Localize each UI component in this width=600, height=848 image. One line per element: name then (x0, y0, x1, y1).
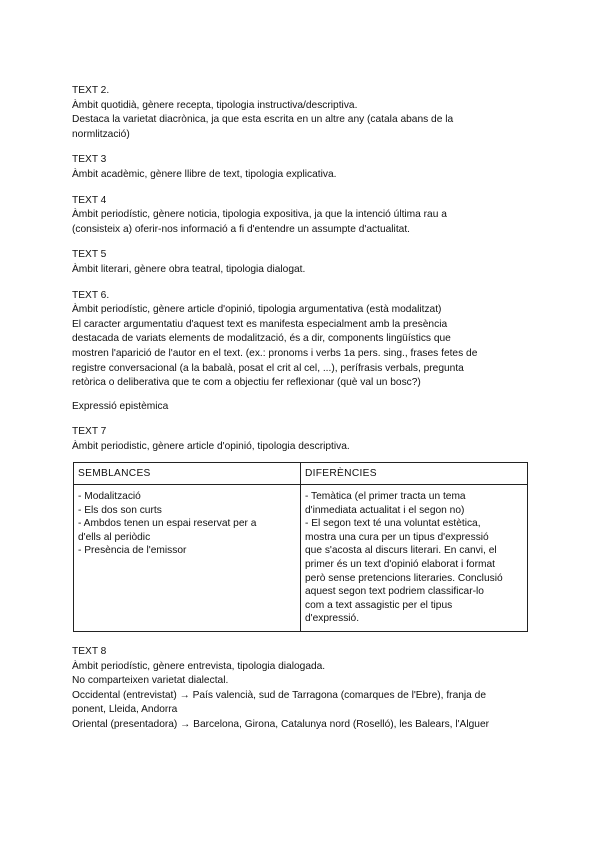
text8-line: No comparteixen varietat dialectal. (72, 675, 229, 687)
semblances-cell (74, 485, 301, 632)
text5-section (72, 248, 528, 277)
diferencia-item: - Temàtica (el primer tracta un tema (305, 491, 466, 503)
text6-line: retòrica o deliberativa que te com a objectiu fer reflexionar (què val un bosc?) (72, 377, 421, 389)
diferencia-item: d'inmediata actualitat i el segon no) (305, 504, 465, 516)
text7-title: TEXT 7 (72, 426, 107, 438)
text2-line: Àmbit quotidià, gènere recepta, tipologia instructiva/descriptiva. (72, 99, 358, 111)
text8-line: ponent, Lleida, Andorra (72, 704, 178, 716)
text2-section (72, 84, 528, 142)
text6-note: Expressió epistèmica (72, 400, 169, 412)
diferencia-item: d'expressió. (305, 613, 360, 625)
diferencia-item: mostra una cura per un tipus d'expressió (305, 531, 489, 543)
text8-title: TEXT 8 (72, 646, 107, 657)
text8-section (72, 645, 528, 733)
text6-title: TEXT 6. (72, 289, 110, 301)
text2-title: TEXT 2. (72, 85, 110, 96)
text5-title: TEXT 5 (72, 249, 107, 261)
comparison-table (73, 462, 528, 632)
text3-title: TEXT 3 (72, 154, 107, 166)
text6-line: El caracter argumentatiu d'aquest text es manifesta especialment amb la presència (72, 318, 448, 330)
semblance-item: - Modalització (78, 491, 141, 503)
text6-line: destacada de variats elements de modalització, és a dir, components lingüístics que (72, 333, 451, 345)
text4-line: Àmbit periodístic, gènere noticia, tipologia expositiva, ja que la intenció última rau a (72, 209, 447, 221)
text5-line: Àmbit literari, gènere obra teatral, tipologia dialogat. (72, 263, 306, 275)
text2-line: Destaca la varietat diacrònica, ja que esta escrita en un altre any (catala abans de la (72, 114, 454, 126)
text3-section (72, 153, 528, 182)
table-header-row (74, 463, 528, 485)
diferencia-item: primer és un text d'opinió elaborat i format (305, 559, 495, 571)
text6-section (72, 289, 528, 415)
semblance-item: d'ells al periòdic (78, 531, 151, 543)
text2-line: normlització) (72, 128, 130, 140)
diferencia-item: com a text assagistic per el tipus (305, 599, 453, 611)
spacer (72, 391, 528, 400)
text6-line: registre conversacional (a la babalà, posat el crit al cel, ...), perífrasis verbals, pregunta (72, 362, 464, 374)
text6-line: mostren l'aparició de l'autor en el text. (ex.: pronoms i verbs 1a pers. sing., frases fetes de (72, 347, 478, 359)
text8-line: Oriental (presentadora) → Barcelona, Girona, Catalunya nord (Roselló), les Balears, l'Alguer (72, 718, 490, 730)
diferencia-item: - El segon text té una voluntat estètica, (305, 518, 481, 530)
diferencies-cell (301, 485, 528, 632)
text4-line: (consisteix a) oferir-nos informació a fi d'entendre un assumpte d'actualitat. (72, 223, 410, 235)
text4-section (72, 194, 528, 238)
diferencia-item: aquest segon text podriem classificar-lo (305, 586, 484, 598)
text8-line: Àmbit periodístic, gènere entrevista, tipologia dialogada. (72, 660, 326, 672)
text7-line: Àmbit periodistic, gènere article d'opinió, tipologia descriptiva. (72, 440, 350, 452)
text4-title: TEXT 4 (72, 194, 107, 206)
text6-line: Àmbit periodístic, gènere article d'opinió, tipologia argumentativa (està modalitzat) (72, 304, 442, 316)
diferencia-item: que s'acosta al discurs literari. En canvi, el (305, 545, 497, 557)
semblance-item: - Ambdos tenen un espai reservat per a (78, 518, 257, 530)
text3-line: Àmbit acadèmic, gènere llibre de text, tipologia explicativa. (72, 168, 337, 180)
diferencia-item: però sense pretencions literaries. Conclusió (305, 572, 503, 584)
header-diferencies: DIFERÈNCIES (301, 463, 528, 485)
text8-line: Occidental (entrevistat) → País valencià, sud de Tarragona (comarques de l'Ebre), franja de (72, 689, 486, 701)
document-page (72, 84, 528, 744)
semblance-item: - Els dos son curts (78, 504, 162, 516)
text7-section (72, 425, 528, 454)
table-row (74, 485, 528, 632)
semblance-item: - Presència de l'emissor (78, 545, 187, 557)
header-semblances: SEMBLANCES (74, 463, 301, 485)
